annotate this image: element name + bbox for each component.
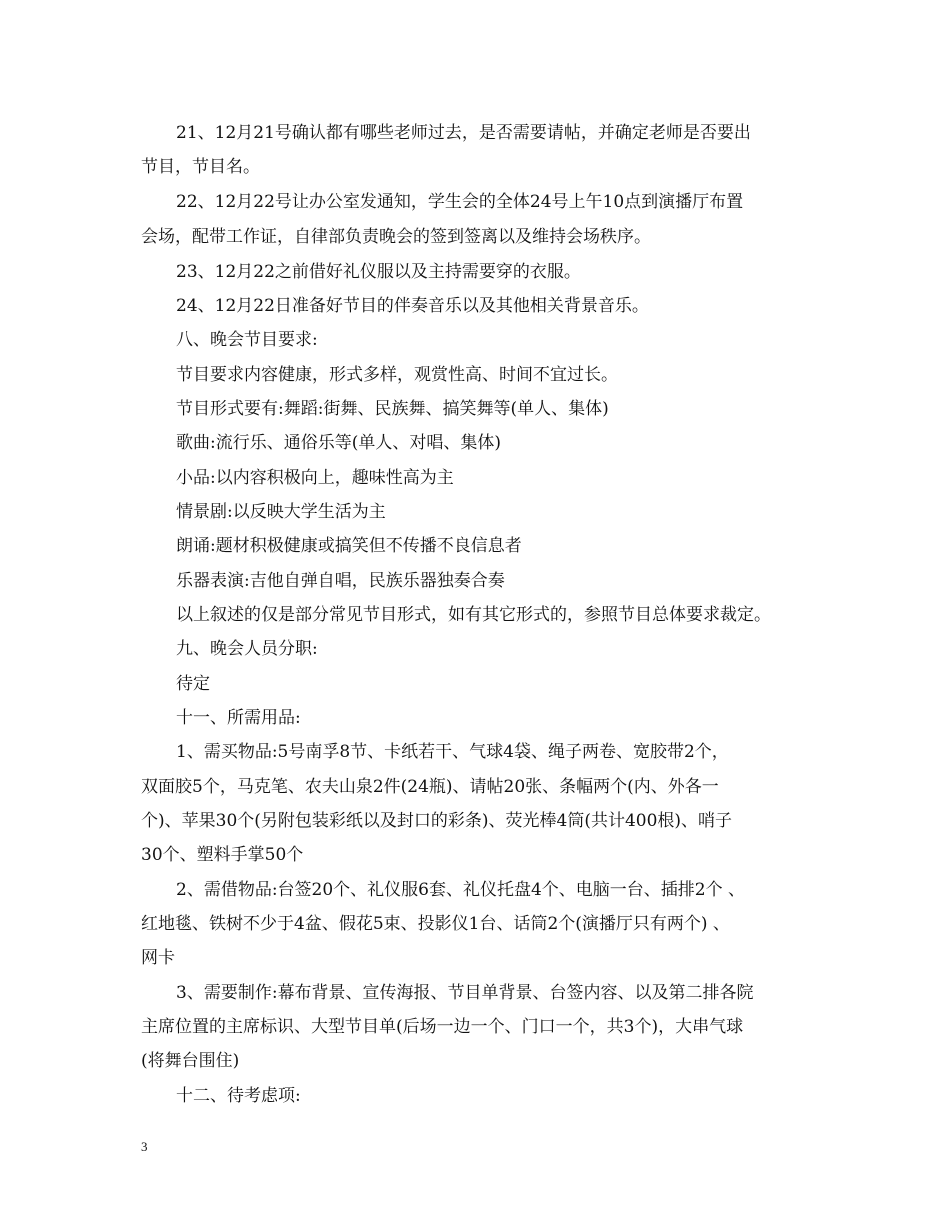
paragraph-line: 待定 (176, 674, 210, 694)
paragraph-line: 主席位置的主席标识、大型节目单(后场一边一个、门口一个，共3个)，大串气球 (141, 1017, 744, 1037)
paragraph-line: 23、12月22之前借好礼仪服以及主持需要穿的衣服。 (176, 262, 581, 282)
paragraph-line: 2、需借物品:台签20个、礼仪服6套、礼仪托盘4个、电脑一台、插排2个 、 (176, 880, 746, 900)
paragraph-line: 24、12月22日准备好节目的伴奏音乐以及其他相关背景音乐。 (176, 296, 649, 316)
paragraph-line: 会场，配带工作证，自律部负责晚会的签到签离以及维持会场秩序。 (141, 227, 651, 247)
paragraph-line: 红地毯、铁树不少于4盆、假花5束、投影仪1台、话筒2个(演播厅只有两个) 、 (141, 914, 730, 934)
paragraph-line: 小品:以内容积极向上，趣味性高为主 (176, 468, 454, 488)
paragraph-line: 30个、塑料手掌50个 (141, 845, 304, 865)
section-heading: 十二、待考虑项: (176, 1086, 301, 1106)
paragraph-line: 22、12月22号让办公室发通知，学生会的全体24号上午10点到演播厅布置 (176, 192, 744, 212)
paragraph-line: 个)、苹果30个(另附包装彩纸以及封口的彩条)、荧光棒4筒(共计400根)、哨子 (141, 811, 733, 831)
paragraph-line: 21、12月21号确认都有哪些老师过去，是否需要请帖，并确定老师是否要出 (176, 123, 751, 143)
paragraph-line: 3、需要制作:幕布背景、宣传海报、节目单背景、台签内容、以及第二排各院 (176, 983, 754, 1003)
paragraph-line: 节目，节目名。 (141, 157, 260, 177)
paragraph-line: 双面胶5个，马克笔、农夫山泉2件(24瓶)、请帖20张、条幅两个(内、外各一 (141, 777, 719, 797)
section-heading: 八、晚会节目要求: (176, 330, 318, 350)
paragraph-line: 节目要求内容健康，形式多样，观赏性高、时间不宜过长。 (176, 365, 618, 385)
paragraph-line: (将舞台围住) (141, 1051, 240, 1071)
paragraph-line: 1、需买物品:5号南孚8节、卡纸若干、气球4袋、绳子两卷、宽胶带2个， (176, 742, 729, 762)
paragraph-line: 乐器表演:吉他自弹自唱，民族乐器独奏合奏 (176, 571, 505, 591)
paragraph-line: 歌曲:流行乐、通俗乐等(单人、对唱、集体) (176, 433, 501, 453)
paragraph-line: 朗诵:题材积极健康或搞笑但不传播不良信息者 (176, 536, 522, 556)
paragraph-line: 情景剧:以反映大学生活为主 (176, 502, 386, 522)
paragraph-line: 网卡 (141, 948, 175, 968)
section-heading: 十一、所需用品: (176, 708, 301, 728)
paragraph-line: 以上叙述的仅是部分常见节目形式，如有其它形式的，参照节目总体要求裁定。 (176, 605, 771, 625)
section-heading: 九、晚会人员分职: (176, 639, 318, 659)
page-number: 3 (141, 1139, 148, 1154)
paragraph-line: 节目形式要有:舞蹈:街舞、民族舞、搞笑舞等(单人、集体) (176, 399, 609, 419)
